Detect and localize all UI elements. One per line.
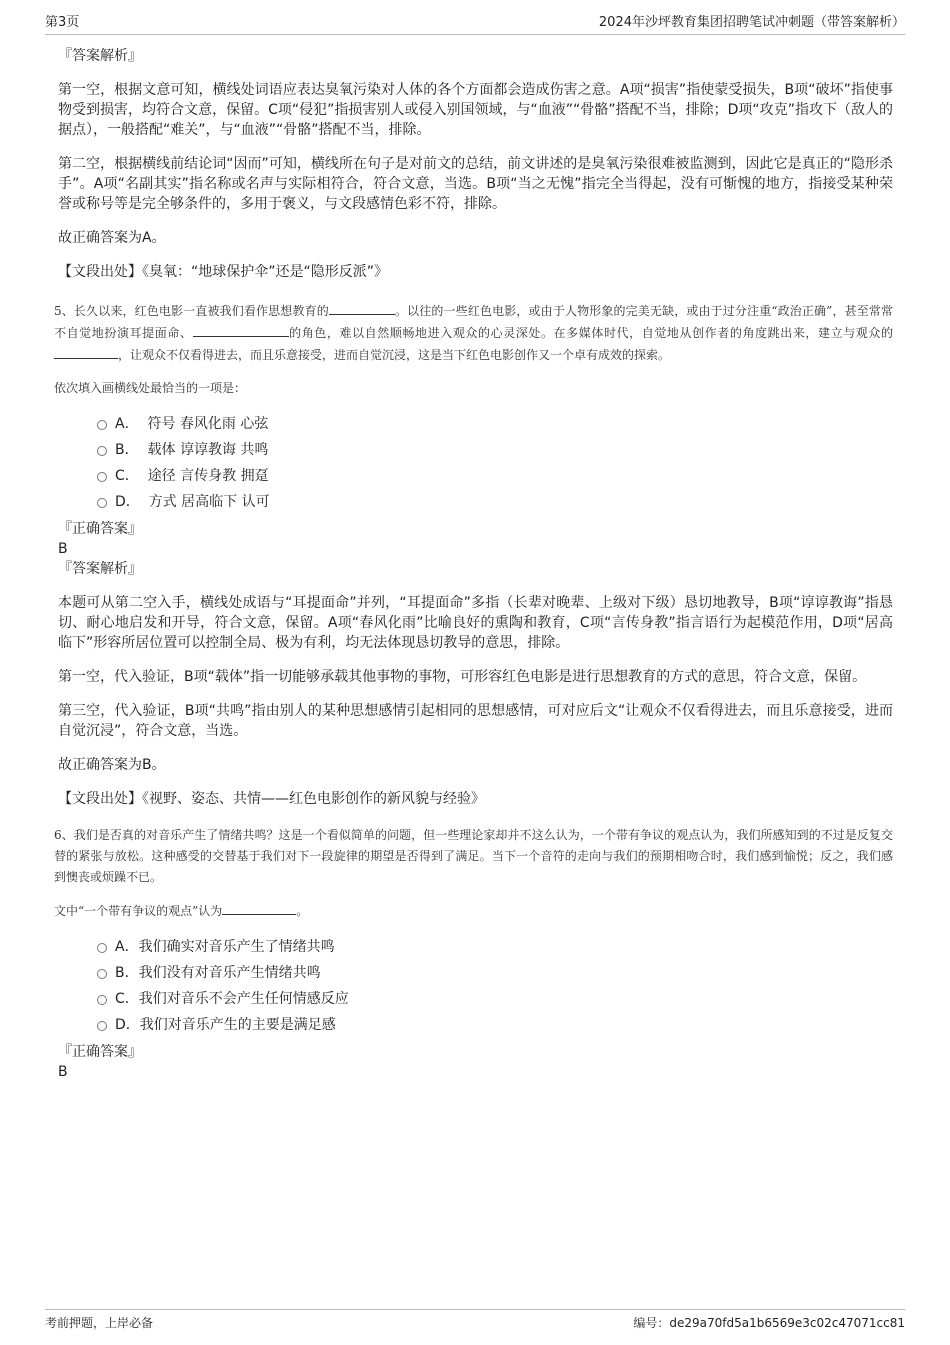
question-5-stem: 5、长久以来，红色电影一直被我们看作思想教育的 。以往的一些红色电影，或由于人物形象的完美无缺，或由于过分注重“政治正确”，甚至常常不自觉地扮演耳提面命、 的角色，难以自然顺畅地进入观众的心灵深处。在多媒体时代，自觉地从创作者的角度跳出来，建立与观众的，让观众不仅看得进去，而且乐意接受，进而自觉沉浸，这是当下红色电影创作又一个卓有成效的探索。 xyxy=(54,300,893,366)
source-citation: 【文段出处】《臭氧：“地球保护伞”还是“隐形反派”》 xyxy=(58,264,389,280)
question-5-prompt: 依次填入画横线处最恰当的一项是： xyxy=(54,381,247,395)
analysis-label: 『答案解析』 xyxy=(58,561,142,577)
analysis-paragraph: 第三空，代入验证，B项“共鸣”指由别人的某种思想感情引起相同的思想感情，可对应后文“让观众不仅看得进去，而且乐意接受，进而自觉沉浸”，符合文意，当选。 xyxy=(58,703,893,739)
analysis-paragraph: 第二空，根据横线前结论词“因而”可知，横线所在句子是对前文的总结，前文讲述的是臭氧污染很难被监测到，因此它是真正的“隐形杀手”。A项“名副其实”指名称或名声与实际相符合，符合文意，当选。B项“当之无愧”指完全当得起，没有可惭愧的地方，指接受某种荣誉或称号等是完全够条件的，多用于褒义，与文段感情色彩不符，排除。 xyxy=(58,156,893,212)
question-6-stem: 6、我们是否真的对音乐产生了情绪共鸣？这是一个看似简单的问题，但一些理论家却并不这么认为，一个带有争议的观点认为，我们所感知到的不过是反复交替的紧张与放松。这种感受的交替基于我们对下一段旋律的期望是否得到了满足。当下一个音符的走向与我们的预期相吻合时，我们感到愉悦；反之，我们感到懊丧或烦躁不已。 xyxy=(54,828,893,884)
footer-slogan: 考前押题，上岸必备 xyxy=(45,1316,154,1330)
option-d[interactable]: D． 方式 居高临下 认可 xyxy=(58,489,893,515)
option-b[interactable]: B．我们没有对音乐产生情绪共鸣 xyxy=(58,960,893,986)
question-6-prompt: 文中“一个带有争议的观点”认为 。 xyxy=(54,900,893,922)
document-title: 2024年沙坪教育集团招聘笔试冲刺题（带答案解析） xyxy=(598,15,905,30)
option-c[interactable]: C． 途径 言传身教 拥趸 xyxy=(58,463,893,489)
radio-icon[interactable] xyxy=(97,446,107,456)
analysis-paragraph: 本题可从第二空入手，横线处成语与“耳提面命”并列，“耳提面命”多指（长辈对晚辈、上级对下级）恳切地教导，B项“谆谆教诲”指恳切、耐心地启发和开导，符合文意，保留。A项“春风化雨”比喻良好的熏陶和教育，C项“言传身教”指言语行为起模范作用，D项“居高临下”形容所居位置可以控制全局、极为有利，均无法体现恳切教导的意思，排除。 xyxy=(58,595,893,651)
correct-answer-label: 『正确答案』 xyxy=(58,521,142,537)
radio-icon[interactable] xyxy=(97,943,107,953)
radio-icon[interactable] xyxy=(97,472,107,482)
blank-1 xyxy=(329,300,395,315)
radio-icon[interactable] xyxy=(97,420,107,430)
option-a[interactable]: A．我们确实对音乐产生了情绪共鸣 xyxy=(58,934,893,960)
answer-conclusion: 故正确答案为A。 xyxy=(58,230,166,246)
option-c[interactable]: C．我们对音乐不会产生任何情感反应 xyxy=(58,986,893,1012)
blank-3 xyxy=(54,344,118,359)
page-footer xyxy=(45,1309,905,1332)
option-b[interactable]: B． 载体 谆谆教诲 共鸣 xyxy=(58,437,893,463)
option-a[interactable]: A． 符号 春风化雨 心弦 xyxy=(58,411,893,437)
radio-icon[interactable] xyxy=(97,995,107,1005)
blank-2 xyxy=(193,322,289,337)
correct-answer: B xyxy=(58,1064,68,1080)
analysis-label: 『答案解析』 xyxy=(58,48,142,64)
analysis-paragraph: 第一空，根据文意可知，横线处词语应表达臭氧污染对人体的各个方面都会造成伤害之意。A项“损害”指使蒙受损失，B项“破坏”指使事物受到损害，均符合文意，保留。C项“侵犯”指损害别人或侵入别国领域，与“血液”“骨骼”搭配不当，排除；D项“攻克”指攻下（敌人的据点），一般搭配“难关”，与“血液”“骨骼”搭配不当，排除。 xyxy=(58,82,893,138)
radio-icon[interactable] xyxy=(97,969,107,979)
correct-answer-label: 『正确答案』 xyxy=(58,1044,142,1060)
answer-conclusion: 故正确答案为B。 xyxy=(58,757,166,773)
question-5-options xyxy=(58,411,893,515)
radio-icon[interactable] xyxy=(97,1021,107,1031)
option-d[interactable]: D．我们对音乐产生的主要是满足感 xyxy=(58,1012,893,1038)
document-id: 编号：de29a70fd5a1b6569e3c02c47071cc81 xyxy=(633,1316,905,1330)
page-header xyxy=(45,12,905,35)
source-citation: 【文段出处】《视野、姿态、共情——红色电影创作的新风貌与经验》 xyxy=(58,791,485,807)
main-content xyxy=(54,40,893,1082)
question-6-options xyxy=(58,934,893,1038)
blank-answer xyxy=(222,900,296,915)
analysis-paragraph: 第一空，代入验证，B项“载体”指一切能够承载其他事物的事物，可形容红色电影是进行思想教育的方式的意思，符合文意，保留。 xyxy=(58,669,867,685)
page-number: 第3页 xyxy=(45,15,80,30)
correct-answer: B xyxy=(58,541,68,557)
radio-icon[interactable] xyxy=(97,498,107,508)
